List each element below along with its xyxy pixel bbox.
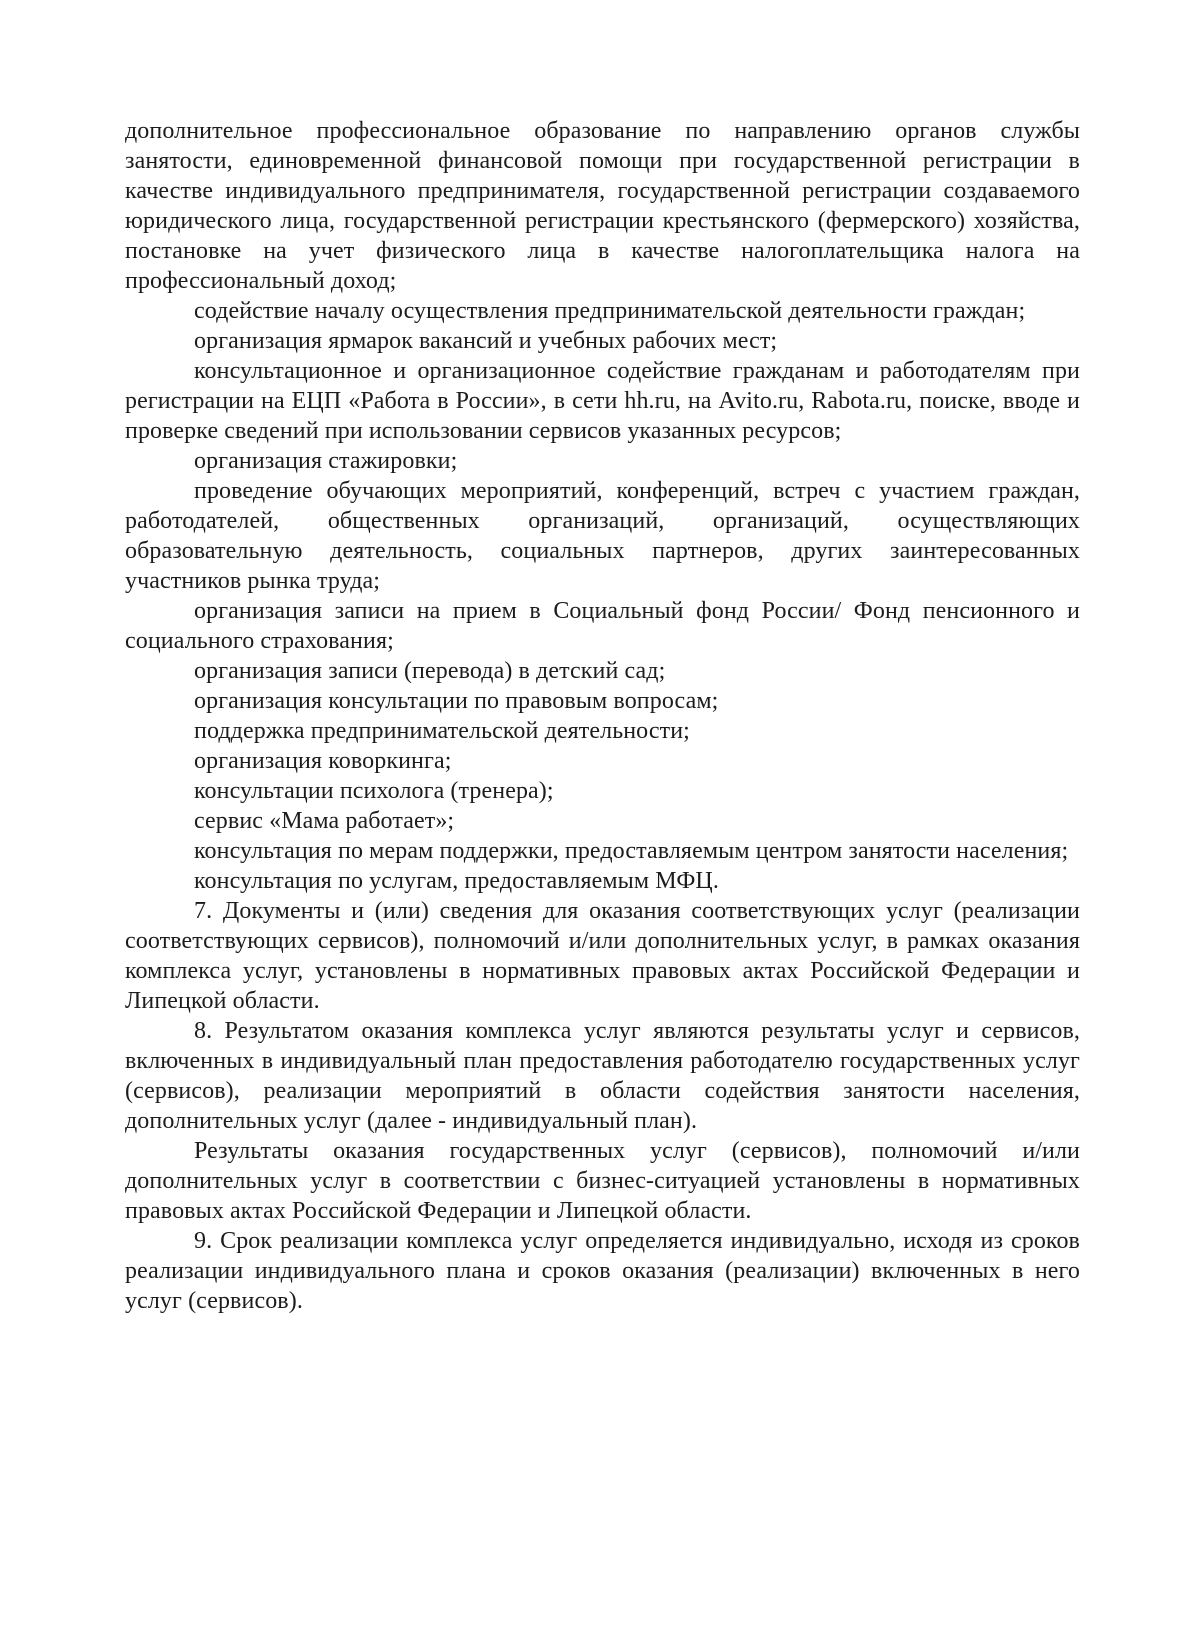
clause-8: 8. Результатом оказания комплекса услуг являются результаты услуг и сервисов, включенных в индивидуальный план предоставления работодателю государственных услуг (сервисов), реализации мероприятий в области содействия занятости населения, дополнительных услуг (далее - индивидуальный план).: [125, 1018, 1080, 1134]
paragraph-continuation: дополнительное профессиональное образование по направлению органов службы занятости, единовременной финансовой помощи при государственной регистрации в качестве индивидуального предпринимателя, государственной регистрации создаваемого юридического лица, государственной регистрации крестьянского (фермерского) хозяйства, постановке на учет физического лица в качестве налогоплательщика налога на профессиональный доход;: [125, 118, 1080, 294]
list-item-training-events: проведение обучающих мероприятий, конференций, встреч с участием граждан, работодателей, общественных организаций, организаций, осуществляющих образовательную деятельность, социальных партнеров, других заинтересованных участников рынка труда;: [125, 478, 1080, 594]
list-item-social-fund-appointment: организация записи на прием в Социальный фонд России/ Фонд пенсионного и социального страхования;: [125, 598, 1080, 654]
list-item-kindergarten: организация записи (перевода) в детский сад;: [194, 658, 666, 684]
clause-9: 9. Срок реализации комплекса услуг определяется индивидуально, исходя из сроков реализации индивидуального плана и сроков оказания (реализации) включенных в него услуг (сервисов).: [125, 1228, 1080, 1314]
list-item-internship: организация стажировки;: [194, 448, 458, 474]
list-item-psychologist: консультации психолога (тренера);: [194, 778, 554, 804]
clause-8-results: Результаты оказания государственных услуг (сервисов), полномочий и/или дополнительных услуг в соответствии с бизнес-ситуацией установлены в нормативных правовых актах Российской Федерации и Липецкой области.: [125, 1138, 1080, 1224]
list-item-legal-consultation: организация консультации по правовым вопросам;: [194, 688, 719, 714]
list-item-job-fairs: организация ярмарок вакансий и учебных рабочих мест;: [194, 328, 778, 354]
list-item-coworking: организация коворкинга;: [194, 748, 452, 774]
list-item-business-support: поддержка предпринимательской деятельности;: [194, 718, 690, 744]
document-page: [125, 116, 1080, 1316]
list-item-mfc-services: консультация по услугам, предоставляемым МФЦ.: [194, 868, 719, 894]
list-item-entrepreneurship-start: содействие началу осуществления предпринимательской деятельности граждан;: [194, 298, 1026, 324]
list-item-registration-assistance: консультационное и организационное содействие гражданам и работодателям при регистрации на ЕЦП «Работа в России», в сети hh.ru, на Avito.ru, Rabota.ru, поиске, вводе и проверке сведений при использовании сервисов указанных ресурсов;: [125, 358, 1080, 444]
clause-7: 7. Документы и (или) сведения для оказания соответствующих услуг (реализации соответствующих сервисов), полномочий и/или дополнительных услуг, в рамках оказания комплекса услуг, установлены в нормативных правовых актах Российской Федерации и Липецкой области.: [125, 898, 1080, 1014]
list-item-support-measures: консультация по мерам поддержки, предоставляемым центром занятости населения;: [194, 838, 1069, 864]
list-item-mama-rabotaet: сервис «Мама работает»;: [194, 808, 455, 834]
